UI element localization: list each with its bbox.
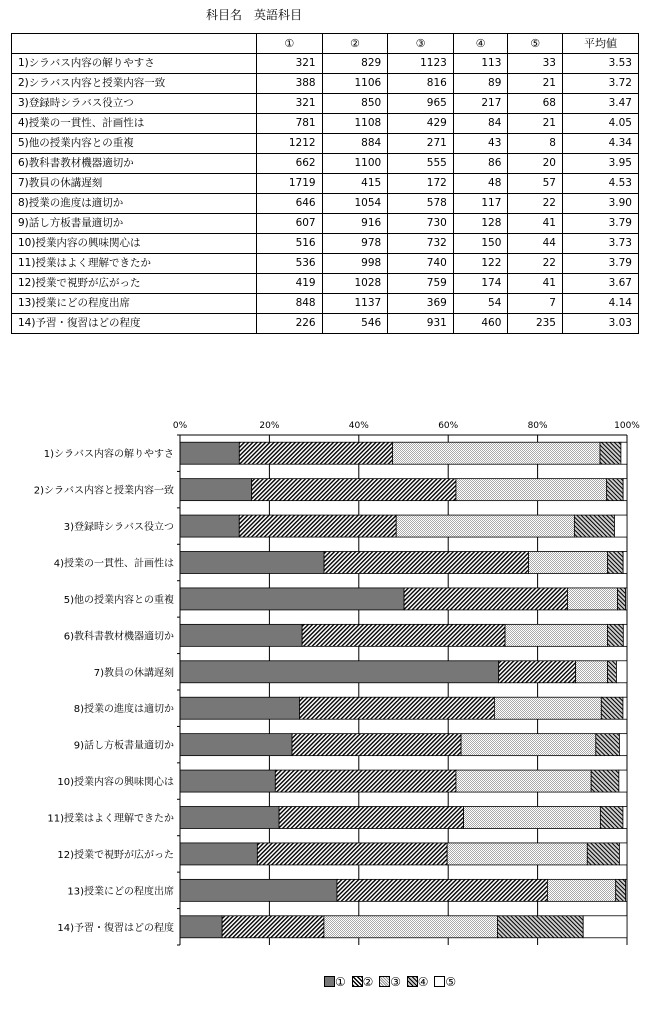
bar-segment-2 [279, 807, 463, 829]
bar-segment-4 [591, 770, 619, 792]
bar-segment-5 [616, 661, 627, 683]
value-cell: 415 [322, 174, 388, 194]
category-label: 3)登録時シラバス役立つ [63, 522, 174, 534]
value-cell: 20 [508, 154, 563, 174]
legend-swatch-2 [352, 976, 363, 987]
bar-segment-3 [324, 916, 498, 938]
table-row [12, 74, 639, 94]
value-cell: 965 [388, 94, 454, 114]
header-cell-blank [12, 34, 257, 54]
table-row [12, 54, 639, 74]
category-label: 1)シラバス内容の解りやすさ [43, 449, 174, 461]
value-cell: 3.72 [562, 74, 638, 94]
value-cell: 1212 [257, 134, 323, 154]
value-cell: 113 [453, 54, 508, 74]
value-cell: 3.73 [562, 234, 638, 254]
bar-segment-3 [393, 442, 601, 464]
value-cell: 578 [388, 194, 454, 214]
bar-segment-1 [180, 515, 239, 537]
bar-segment-1 [180, 442, 239, 464]
bar-segment-1 [180, 807, 279, 829]
subject-title: 科目名 英語科目 [206, 8, 303, 22]
legend-label-2: ② [362, 975, 374, 989]
row-label: 5)他の授業内容との重複 [12, 134, 257, 154]
row-label: 10)授業内容の興味関心は [12, 234, 257, 254]
table-row [12, 274, 639, 294]
legend-swatch-1 [324, 976, 335, 987]
value-cell: 998 [322, 254, 388, 274]
header-cell: ④ [453, 34, 508, 54]
bar-segment-4 [608, 552, 623, 574]
bar-segment-1 [180, 588, 404, 610]
value-cell: 54 [453, 294, 508, 314]
bar-segment-5 [614, 515, 627, 537]
bar-segment-4 [497, 916, 583, 938]
x-tick-label: 60% [438, 421, 459, 431]
value-cell: 4.53 [562, 174, 638, 194]
value-cell: 3.90 [562, 194, 638, 214]
row-label: 14)予習・復習はどの程度 [12, 314, 257, 334]
bar-segment-5 [623, 479, 627, 501]
x-tick-label: 40% [348, 421, 369, 431]
bar-segment-5 [623, 552, 627, 574]
bar-segment-1 [180, 479, 252, 501]
value-cell: 271 [388, 134, 454, 154]
legend-label-4: ④ [417, 975, 429, 989]
bar-segment-5 [619, 843, 627, 865]
table-header-row [12, 34, 639, 54]
bar-segment-1 [180, 552, 324, 574]
value-cell: 848 [257, 294, 323, 314]
value-cell: 1123 [388, 54, 454, 74]
bar-segment-3 [447, 843, 587, 865]
value-cell: 3.79 [562, 254, 638, 274]
category-label: 12)授業で視野が広がった [57, 849, 174, 861]
table-row [12, 94, 639, 114]
bar-segment-3 [464, 807, 601, 829]
bar-segment-2 [404, 588, 567, 610]
row-label: 8)授業の進度は適切か [12, 194, 257, 214]
bar-segment-2 [239, 442, 392, 464]
bar-segment-4 [608, 661, 617, 683]
bar-segment-5 [626, 879, 627, 901]
bar-segment-2 [302, 624, 505, 646]
bar-segment-4 [600, 807, 623, 829]
value-cell: 916 [322, 214, 388, 234]
value-cell: 732 [388, 234, 454, 254]
value-cell: 646 [257, 194, 323, 214]
table-row [12, 194, 639, 214]
category-label: 7)教員の休講遅刻 [93, 667, 174, 679]
value-cell: 3.47 [562, 94, 638, 114]
value-cell: 759 [388, 274, 454, 294]
legend-item-4 [407, 975, 429, 989]
value-cell: 43 [453, 134, 508, 154]
table-row [12, 314, 639, 334]
bar-segment-1 [180, 661, 499, 683]
category-label: 11)授業はよく理解できたか [47, 813, 174, 825]
chart-legend [324, 975, 458, 989]
bar-segment-3 [456, 770, 591, 792]
header-cell: ② [322, 34, 388, 54]
value-cell: 730 [388, 214, 454, 234]
value-cell: 44 [508, 234, 563, 254]
value-cell: 89 [453, 74, 508, 94]
value-cell: 174 [453, 274, 508, 294]
bar-segment-4 [616, 879, 626, 901]
table-row [12, 114, 639, 134]
bar-segment-1 [180, 770, 275, 792]
value-cell: 1137 [322, 294, 388, 314]
value-cell: 3.79 [562, 214, 638, 234]
table-row [12, 174, 639, 194]
value-cell: 41 [508, 214, 563, 234]
bar-segment-3 [494, 697, 601, 719]
legend-item-3 [379, 975, 401, 989]
value-cell: 662 [257, 154, 323, 174]
value-cell: 57 [508, 174, 563, 194]
value-cell: 172 [388, 174, 454, 194]
table-row [12, 214, 639, 234]
category-label: 9)話し方板書量適切か [73, 740, 174, 752]
header-cell: ① [257, 34, 323, 54]
bar-segment-5 [623, 697, 627, 719]
legend-item-1 [324, 975, 346, 989]
value-cell: 226 [257, 314, 323, 334]
bar-segment-1 [180, 916, 222, 938]
legend-label-5: ⑤ [445, 975, 457, 989]
bar-segment-3 [505, 624, 607, 646]
legend-swatch-5 [434, 976, 445, 987]
bar-segment-4 [601, 697, 623, 719]
table-row [12, 294, 639, 314]
bar-segment-2 [292, 734, 461, 756]
value-cell: 86 [453, 154, 508, 174]
category-label: 6)教科書教材機器適切か [63, 631, 174, 643]
bar-segment-4 [600, 442, 621, 464]
value-cell: 884 [322, 134, 388, 154]
row-label: 12)授業で視野が広がった [12, 274, 257, 294]
value-cell: 117 [453, 194, 508, 214]
value-cell: 150 [453, 234, 508, 254]
value-cell: 8 [508, 134, 563, 154]
category-label: 4)授業の一貫性、計画性は [53, 558, 174, 570]
value-cell: 1719 [257, 174, 323, 194]
value-cell: 850 [322, 94, 388, 114]
bar-segment-5 [619, 770, 627, 792]
table-row [12, 134, 639, 154]
category-label: 5)他の授業内容との重複 [63, 594, 174, 606]
table-row [12, 154, 639, 174]
value-cell: 3.53 [562, 54, 638, 74]
value-cell: 931 [388, 314, 454, 334]
bar-segment-5 [626, 588, 627, 610]
header-cell: 平均値 [562, 34, 638, 54]
bar-segment-3 [396, 515, 574, 537]
value-cell: 84 [453, 114, 508, 134]
bar-segment-2 [324, 552, 528, 574]
row-label: 6)教科書教材機器適切か [12, 154, 257, 174]
bar-segment-5 [621, 442, 627, 464]
x-tick-label: 80% [527, 421, 548, 431]
bar-segment-2 [337, 879, 547, 901]
value-cell: 1108 [322, 114, 388, 134]
value-cell: 1106 [322, 74, 388, 94]
value-cell: 235 [508, 314, 563, 334]
row-label: 3)登録時シラバス役立つ [12, 94, 257, 114]
value-cell: 217 [453, 94, 508, 114]
bar-segment-1 [180, 734, 292, 756]
value-cell: 41 [508, 274, 563, 294]
bar-segment-2 [222, 916, 324, 938]
bar-segment-4 [574, 515, 614, 537]
bar-segment-3 [576, 661, 608, 683]
value-cell: 1100 [322, 154, 388, 174]
header-cell: ③ [388, 34, 454, 54]
bar-segment-4 [607, 624, 623, 646]
table-row [12, 234, 639, 254]
bar-segment-4 [587, 843, 619, 865]
row-label: 13)授業にどの程度出席 [12, 294, 257, 314]
bar-segment-1 [180, 697, 299, 719]
survey-table [11, 33, 639, 334]
x-tick-label: 100% [614, 421, 640, 431]
category-label: 10)授業内容の興味関心は [57, 777, 174, 789]
legend-label-1: ① [335, 975, 346, 989]
value-cell: 1054 [322, 194, 388, 214]
value-cell: 3.03 [562, 314, 638, 334]
legend-swatch-4 [407, 976, 418, 987]
legend-label-3: ③ [390, 975, 401, 989]
value-cell: 22 [508, 254, 563, 274]
bar-segment-2 [239, 515, 396, 537]
bar-segment-4 [596, 734, 620, 756]
category-label: 13)授業にどの程度出席 [67, 886, 174, 898]
value-cell: 516 [257, 234, 323, 254]
value-cell: 460 [453, 314, 508, 334]
x-tick-label: 20% [259, 421, 280, 431]
value-cell: 128 [453, 214, 508, 234]
value-cell: 68 [508, 94, 563, 114]
value-cell: 429 [388, 114, 454, 134]
legend-item-2 [352, 975, 374, 989]
row-label: 7)教員の休講遅刻 [12, 174, 257, 194]
x-tick-label: 0% [172, 421, 188, 431]
row-label: 4)授業の一貫性、計画性は [12, 114, 257, 134]
bar-segment-3 [528, 552, 607, 574]
bar-segment-1 [180, 843, 257, 865]
bar-segment-5 [623, 624, 627, 646]
bar-segment-4 [618, 588, 626, 610]
row-label: 9)話し方板書量適切か [12, 214, 257, 234]
value-cell: 33 [508, 54, 563, 74]
value-cell: 781 [257, 114, 323, 134]
value-cell: 536 [257, 254, 323, 274]
bar-segment-3 [461, 734, 596, 756]
value-cell: 3.95 [562, 154, 638, 174]
bar-segment-3 [567, 588, 617, 610]
value-cell: 4.14 [562, 294, 638, 314]
bar-segment-5 [583, 916, 627, 938]
value-cell: 4.34 [562, 134, 638, 154]
value-cell: 4.05 [562, 114, 638, 134]
value-cell: 321 [257, 94, 323, 114]
row-label: 1)シラバス内容の解りやすさ [12, 54, 257, 74]
bar-segment-2 [299, 697, 494, 719]
value-cell: 740 [388, 254, 454, 274]
value-cell: 21 [508, 114, 563, 134]
bar-segment-1 [180, 879, 337, 901]
value-cell: 369 [388, 294, 454, 314]
value-cell: 21 [508, 74, 563, 94]
value-cell: 1028 [322, 274, 388, 294]
value-cell: 419 [257, 274, 323, 294]
bar-segment-2 [499, 661, 576, 683]
value-cell: 7 [508, 294, 563, 314]
bar-segment-1 [180, 624, 302, 646]
legend-swatch-3 [379, 976, 390, 987]
bar-segment-2 [252, 479, 456, 501]
value-cell: 3.67 [562, 274, 638, 294]
value-cell: 816 [388, 74, 454, 94]
bar-segment-5 [623, 807, 627, 829]
category-label: 2)シラバス内容と授業内容一致 [33, 485, 174, 497]
value-cell: 546 [322, 314, 388, 334]
bar-segment-4 [607, 479, 623, 501]
legend-item-5 [434, 975, 456, 989]
category-label: 8)授業の進度は適切か [73, 704, 174, 716]
value-cell: 48 [453, 174, 508, 194]
stacked-bar-chart [0, 410, 652, 970]
value-cell: 978 [322, 234, 388, 254]
category-label: 14)予習・復習はどの程度 [57, 922, 174, 934]
value-cell: 388 [257, 74, 323, 94]
value-cell: 607 [257, 214, 323, 234]
bar-segment-3 [547, 879, 615, 901]
header-cell: ⑤ [508, 34, 563, 54]
bar-segment-2 [257, 843, 447, 865]
table-row [12, 254, 639, 274]
bar-segment-5 [619, 734, 627, 756]
value-cell: 555 [388, 154, 454, 174]
row-label: 2)シラバス内容と授業内容一致 [12, 74, 257, 94]
value-cell: 122 [453, 254, 508, 274]
value-cell: 829 [322, 54, 388, 74]
bar-segment-2 [275, 770, 456, 792]
row-label: 11)授業はよく理解できたか [12, 254, 257, 274]
bar-segment-3 [456, 479, 607, 501]
value-cell: 22 [508, 194, 563, 214]
value-cell: 321 [257, 54, 323, 74]
